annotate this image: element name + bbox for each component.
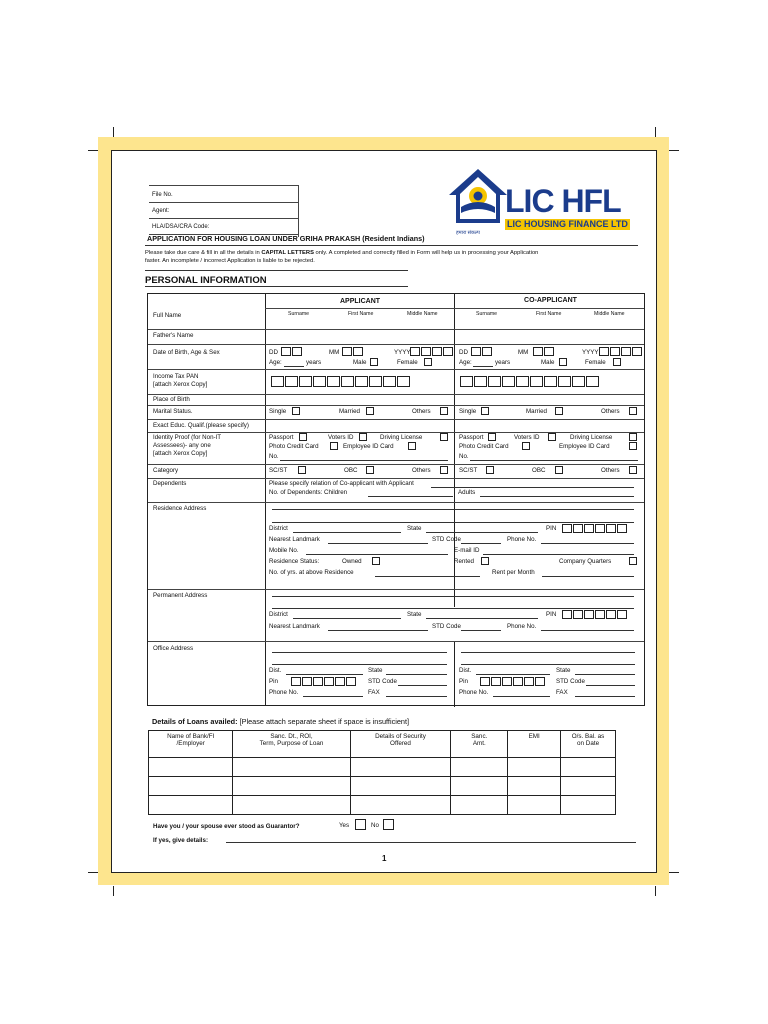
coapp-obc: OBC	[532, 467, 546, 474]
row-sep	[148, 589, 644, 590]
residence-std-code: STD Code	[432, 536, 461, 543]
loans-col-sanc-dt-text: Sanc. Dt., ROI, Term, Purpose of Loan	[259, 733, 324, 748]
coapp-passport-checkbox[interactable]	[488, 433, 496, 441]
guarantor-yes-checkbox[interactable]	[355, 819, 366, 830]
coapp-female-checkbox[interactable]	[613, 358, 621, 366]
instructions-1c: only. A completed and correctly filled in Form will help us in processing your Application	[313, 250, 539, 256]
table-row	[149, 796, 616, 815]
col-divider-label	[265, 294, 266, 706]
coapp-years: years	[495, 359, 511, 366]
table-cell[interactable]	[233, 758, 350, 777]
office-coapp-line-2[interactable]	[461, 664, 635, 665]
office-coapp-fax: FAX	[556, 689, 568, 696]
applicant-age-line[interactable]	[284, 366, 304, 367]
coapp-yyyy: YYYY	[582, 349, 599, 356]
permanent-landmark-line[interactable]	[328, 630, 428, 631]
applicant-obc: OBC	[344, 467, 358, 474]
loans-col-security	[350, 731, 451, 758]
house-logo-icon	[447, 167, 509, 227]
permanent-pin: PIN	[546, 611, 557, 618]
row-sep	[265, 308, 644, 309]
office-app-line-1[interactable]	[272, 652, 447, 653]
guarantor-if-yes: If yes, give details:	[153, 837, 209, 844]
residence-status: Residence Status:	[269, 558, 320, 565]
crop-mark	[113, 886, 114, 896]
loans-col-bank	[149, 731, 233, 758]
loans-col-bank-text: Name of Bank/FI /Employer	[167, 733, 215, 748]
office-app-pin: Pin	[269, 678, 278, 685]
table-cell[interactable]	[561, 796, 616, 815]
applicant-voters-id: Voters ID	[328, 434, 354, 441]
instructions-1b: CAPITAL LETTERS	[261, 250, 314, 256]
residence-line-2[interactable]	[272, 522, 634, 523]
residence-rent: Rent per Month	[492, 569, 535, 576]
loans-col-security-text: Details of Security Offered	[375, 733, 426, 748]
row-sep	[148, 394, 644, 395]
residence-pin: PIN	[546, 525, 557, 532]
coapp-photo-credit-checkbox[interactable]	[522, 442, 530, 450]
loans-title-bold: Details of Loans availed:	[152, 717, 238, 726]
page-number: 1	[382, 854, 387, 863]
residence-district: District	[269, 525, 288, 532]
applicant-surname: Surname	[288, 311, 310, 317]
guarantor-no: No	[371, 822, 379, 829]
permanent-phone-line[interactable]	[541, 630, 634, 631]
coapp-single-checkbox[interactable]	[481, 407, 489, 415]
coapp-cat-others: Others	[601, 467, 620, 474]
applicant-married-checkbox[interactable]	[366, 407, 374, 415]
applicant-male-checkbox[interactable]	[370, 358, 378, 366]
label-office: Office Address	[153, 645, 194, 652]
coapp-voters-id: Voters ID	[514, 434, 540, 441]
residence-state-line[interactable]	[426, 532, 538, 533]
applicant-passport: Passport	[269, 434, 294, 441]
personal-table	[147, 293, 645, 706]
left-yellow-strip	[98, 137, 111, 885]
residence-district-line[interactable]	[293, 532, 401, 533]
applicant-cat-others: Others	[412, 467, 431, 474]
coapp-married-checkbox[interactable]	[555, 407, 563, 415]
dependents-adults-line[interactable]	[480, 496, 634, 497]
office-coapp-state: State	[556, 667, 571, 674]
table-cell[interactable]	[561, 758, 616, 777]
applicant-mm-boxes[interactable]	[342, 347, 364, 356]
coapp-dd-boxes[interactable]	[471, 347, 493, 356]
crop-mark	[669, 150, 679, 151]
office-coapp-pin-boxes[interactable]	[480, 677, 546, 686]
applicant-male: Male	[353, 359, 367, 366]
coapp-male-checkbox[interactable]	[559, 358, 567, 366]
office-app-dist-line[interactable]	[286, 674, 363, 675]
residence-email: E-mail ID	[454, 547, 480, 554]
applicant-others-checkbox[interactable]	[440, 407, 448, 415]
instructions-1a: Please take due care & fill in all the details in	[145, 250, 262, 256]
guarantor-details-line[interactable]	[226, 842, 636, 843]
residence-company-checkbox[interactable]	[629, 557, 637, 565]
coapp-mm: MM	[518, 349, 529, 356]
office-coapp-dist: Dist.	[459, 667, 472, 674]
coapplicant-header: CO-APPLICANT	[524, 297, 577, 304]
coapp-id-no-line[interactable]	[470, 460, 638, 461]
applicant-driving: Driving License	[380, 434, 423, 441]
table-row	[149, 758, 616, 777]
residence-years: No. of yrs. at above Residence	[269, 569, 354, 576]
dependents-relation: Please specify relation of Co-applicant with Applicant	[269, 480, 414, 487]
applicant-passport-checkbox[interactable]	[299, 433, 307, 441]
applicant-middle-name: Middle Name	[407, 311, 438, 317]
fields-frame	[149, 185, 299, 237]
applicant-others: Others	[412, 408, 431, 415]
coapp-obc-checkbox[interactable]	[555, 466, 563, 474]
coapp-driving: Driving License	[570, 434, 613, 441]
crop-mark	[88, 872, 98, 873]
form-page	[111, 150, 657, 873]
permanent-state: State	[407, 611, 422, 618]
label-permanent: Permanent Address	[153, 592, 208, 599]
loans-col-sanc-amt-text: Sanc. Amt.	[471, 733, 488, 748]
table-cell[interactable]	[451, 796, 508, 815]
table-cell[interactable]	[149, 777, 233, 796]
residence-years-line[interactable]	[375, 576, 480, 577]
table-cell[interactable]	[350, 777, 451, 796]
crop-mark	[655, 127, 656, 137]
loans-col-emi	[508, 731, 561, 758]
residence-rented: Rented	[454, 558, 474, 565]
label-dob: Date of Birth, Age & Sex	[153, 349, 220, 356]
logo-subtitle: LIC HOUSING FINANCE LTD	[507, 219, 628, 229]
label-pan-1: Income Tax PAN	[153, 373, 199, 380]
office-app-state: State	[368, 667, 383, 674]
coapp-age-line[interactable]	[473, 366, 493, 367]
row-sep	[148, 369, 644, 370]
applicant-employee-checkbox[interactable]	[408, 442, 416, 450]
applicant-years: years	[306, 359, 322, 366]
office-coapp-state-line[interactable]	[575, 674, 635, 675]
crop-mark	[88, 150, 98, 151]
applicant-sc-st-checkbox[interactable]	[298, 466, 306, 474]
coapp-first-name: First Name	[536, 311, 562, 317]
table-cell[interactable]	[451, 758, 508, 777]
table-cell[interactable]	[233, 796, 350, 815]
permanent-pin-boxes[interactable]	[562, 610, 628, 619]
row-sep	[148, 344, 644, 345]
applicant-female-checkbox[interactable]	[424, 358, 432, 366]
office-coapp-fax-line[interactable]	[575, 696, 635, 697]
office-app-state-line[interactable]	[386, 674, 447, 675]
agent-field[interactable]: Agent:	[149, 203, 299, 219]
residence-landmark-line[interactable]	[328, 543, 428, 544]
office-coapp-line-1[interactable]	[461, 652, 635, 653]
coapp-sc-st-checkbox[interactable]	[486, 466, 494, 474]
col-divider-office	[454, 641, 455, 707]
section-rule-top	[145, 270, 408, 271]
table-cell[interactable]	[508, 758, 561, 777]
residence-company-quarters: Company Quarters	[559, 558, 612, 565]
row-sep	[148, 329, 644, 330]
coapp-mm-boxes[interactable]	[533, 347, 555, 356]
table-cell[interactable]	[561, 777, 616, 796]
office-app-fax: FAX	[368, 689, 380, 696]
file-no-field[interactable]: File No.	[149, 187, 299, 203]
row-sep	[148, 419, 644, 420]
coapp-others-checkbox[interactable]	[629, 407, 637, 415]
form-title: APPLICATION FOR HOUSING LOAN UNDER GRIHA PRAKASH (Resident Indians)	[147, 234, 425, 243]
label-pan-2: [attach Xerox Copy]	[153, 381, 208, 388]
applicant-mm: MM	[329, 349, 340, 356]
office-app-line-2[interactable]	[272, 664, 447, 665]
right-yellow-strip	[655, 137, 669, 885]
coapp-surname: Surname	[476, 311, 498, 317]
dependents-children-line[interactable]	[368, 496, 453, 497]
residence-pin-boxes[interactable]	[562, 524, 628, 533]
permanent-line-2[interactable]	[272, 608, 634, 609]
permanent-std-line[interactable]	[461, 630, 501, 631]
label-id-3: [attach Xerox Copy]	[153, 450, 208, 457]
office-coapp-phone-line[interactable]	[493, 696, 550, 697]
residence-email-line[interactable]	[483, 554, 634, 555]
coapp-age: Age:	[459, 359, 472, 366]
table-cell[interactable]	[233, 777, 350, 796]
office-coapp-pin: Pin	[459, 678, 468, 685]
coapp-yyyy-boxes[interactable]	[599, 347, 643, 356]
table-cell[interactable]	[149, 796, 233, 815]
row-sep	[148, 502, 644, 503]
row-sep	[148, 405, 644, 406]
applicant-dd-boxes[interactable]	[281, 347, 303, 356]
office-coapp-phone: Phone No.	[459, 689, 489, 696]
office-coapp-dist-line[interactable]	[476, 674, 550, 675]
applicant-id-no-line[interactable]	[280, 460, 448, 461]
crop-mark	[655, 886, 656, 896]
permanent-phone: Phone No.	[507, 623, 537, 630]
dependents-relation-line[interactable]	[431, 487, 634, 488]
crop-mark	[669, 872, 679, 873]
permanent-district-line[interactable]	[293, 618, 401, 619]
applicant-photo-credit-checkbox[interactable]	[330, 442, 338, 450]
label-id-2: Assessees)- any one	[153, 442, 211, 449]
loans-table	[148, 730, 616, 815]
label-dependents: Dependents	[153, 480, 187, 487]
coapp-cat-others-checkbox[interactable]	[629, 466, 637, 474]
permanent-state-line[interactable]	[426, 618, 538, 619]
coapp-employee-id: Employee ID Card	[559, 443, 610, 450]
applicant-female: Female	[397, 359, 418, 366]
coapp-pan-boxes[interactable]	[460, 376, 600, 387]
label-full-name: Full Name	[153, 312, 182, 319]
coapp-employee-checkbox[interactable]	[629, 442, 637, 450]
lic-logo	[447, 167, 628, 237]
applicant-voters-checkbox[interactable]	[359, 433, 367, 441]
row-sep	[148, 432, 644, 433]
label-id-1: Identity Proof (for Non-IT	[153, 434, 222, 441]
residence-owned-checkbox[interactable]	[372, 557, 380, 565]
logo-text: LIC HFL	[505, 183, 621, 219]
permanent-std-code: STD Code	[432, 623, 461, 630]
applicant-driving-checkbox[interactable]	[440, 433, 448, 441]
residence-landmark: Nearest Landmark	[269, 536, 320, 543]
coapp-dd: DD	[459, 349, 468, 356]
office-app-phone-line[interactable]	[303, 696, 363, 697]
top-yellow-band	[98, 137, 669, 150]
table-cell[interactable]	[350, 758, 451, 777]
residence-owned: Owned	[342, 558, 362, 565]
label-education: Exact Educ. Qualif.(please specify)	[153, 422, 249, 429]
permanent-line-1[interactable]	[272, 596, 634, 597]
coapp-middle-name: Middle Name	[594, 311, 625, 317]
coapp-photo-credit: Photo Credit Card	[459, 443, 509, 450]
residence-phone-line[interactable]	[541, 543, 634, 544]
coapp-married: Married	[526, 408, 547, 415]
coapp-voters-checkbox[interactable]	[548, 433, 556, 441]
logo-hindi: हमारा संकल्प	[456, 230, 480, 236]
residence-mobile: Mobile No.	[269, 547, 299, 554]
table-cell[interactable]	[508, 777, 561, 796]
residence-rented-checkbox[interactable]	[481, 557, 489, 565]
residence-rent-line[interactable]	[542, 576, 634, 577]
row-sep	[148, 641, 644, 642]
section-title: PERSONAL INFORMATION	[145, 275, 267, 286]
coapp-passport: Passport	[459, 434, 484, 441]
applicant-married: Married	[339, 408, 360, 415]
applicant-dd: DD	[269, 349, 278, 356]
office-app-pin-boxes[interactable]	[291, 677, 357, 686]
loans-col-balance	[561, 731, 616, 758]
applicant-first-name: First Name	[348, 311, 374, 317]
residence-state: State	[407, 525, 422, 532]
coapp-others: Others	[601, 408, 620, 415]
table-cell[interactable]	[350, 796, 451, 815]
applicant-single: Single	[269, 408, 287, 415]
instructions-line-1	[145, 251, 538, 257]
row-sep	[148, 464, 644, 465]
coapp-female: Female	[585, 359, 606, 366]
crop-mark	[113, 127, 114, 137]
office-app-phone: Phone No.	[269, 689, 299, 696]
applicant-cat-others-checkbox[interactable]	[440, 466, 448, 474]
loans-header-row	[149, 731, 616, 758]
loans-col-balance-text: O/s. Bal. as on Date	[571, 733, 605, 748]
loans-col-sanc-amt	[451, 731, 508, 758]
dependents-children: No. of Dependents: Children	[269, 489, 348, 496]
label-residence: Residence Address	[153, 505, 207, 512]
loans-title-rest: [Please attach separate sheet if space is insufficient]	[237, 717, 410, 726]
label-category: Category	[153, 467, 179, 474]
applicant-header: APPLICANT	[339, 298, 381, 305]
coapp-id-no: No.	[459, 453, 469, 460]
dependents-adults: Adults	[458, 489, 476, 496]
label-marital: Marital Status.	[153, 408, 193, 415]
coapp-sc-st: SC/ST	[459, 467, 478, 474]
loans-col-emi-text: EMI	[528, 733, 540, 740]
applicant-pan-boxes[interactable]	[271, 376, 411, 387]
title-rule	[145, 245, 638, 246]
applicant-single-checkbox[interactable]	[292, 407, 300, 415]
table-cell[interactable]	[508, 796, 561, 815]
code-field[interactable]: HLA/DSA/CRA Code:	[149, 219, 299, 235]
coapp-single: Single	[459, 408, 477, 415]
applicant-employee-id: Employee ID Card	[343, 443, 394, 450]
instructions-line-2: faster. An incomplete / incorrect Application is liable to be rejected.	[145, 258, 315, 264]
table-row	[149, 777, 616, 796]
residence-line-1[interactable]	[272, 509, 634, 510]
residence-std-line[interactable]	[461, 543, 501, 544]
loans-col-sanc-dt	[233, 731, 350, 758]
label-fathers-name: Father's Name	[153, 332, 194, 339]
guarantor-yes: Yes	[339, 822, 350, 829]
office-app-std-line[interactable]	[398, 685, 447, 686]
coapp-driving-checkbox[interactable]	[629, 433, 637, 441]
residence-mobile-line[interactable]	[306, 554, 448, 555]
row-sep	[148, 478, 644, 479]
office-coapp-std-line[interactable]	[586, 685, 635, 686]
permanent-district: District	[269, 611, 288, 618]
office-app-dist: Dist.	[269, 667, 282, 674]
residence-phone: Phone No.	[507, 536, 537, 543]
coapp-male: Male	[541, 359, 555, 366]
section-rule-bottom	[145, 286, 408, 287]
table-cell[interactable]	[149, 758, 233, 777]
applicant-age: Age:	[269, 359, 282, 366]
guarantor-no-checkbox[interactable]	[383, 819, 394, 830]
office-app-fax-line[interactable]	[386, 696, 447, 697]
applicant-yyyy: YYYY	[394, 349, 411, 356]
table-cell[interactable]	[451, 777, 508, 796]
applicant-yyyy-boxes[interactable]	[410, 347, 454, 356]
loans-title	[152, 718, 409, 725]
label-place-of-birth: Place of Birth	[153, 396, 190, 403]
applicant-obc-checkbox[interactable]	[366, 466, 374, 474]
guarantor-question: Have you / your spouse ever stood as Guarantor?	[153, 823, 300, 830]
applicant-id-no: No.	[269, 453, 279, 460]
permanent-landmark: Nearest Landmark	[269, 623, 320, 630]
office-coapp-std: STD Code	[556, 678, 585, 685]
applicant-photo-credit: Photo Credit Card	[269, 443, 319, 450]
office-app-std: STD Code	[368, 678, 397, 685]
applicant-sc-st: SC/ST	[269, 467, 288, 474]
